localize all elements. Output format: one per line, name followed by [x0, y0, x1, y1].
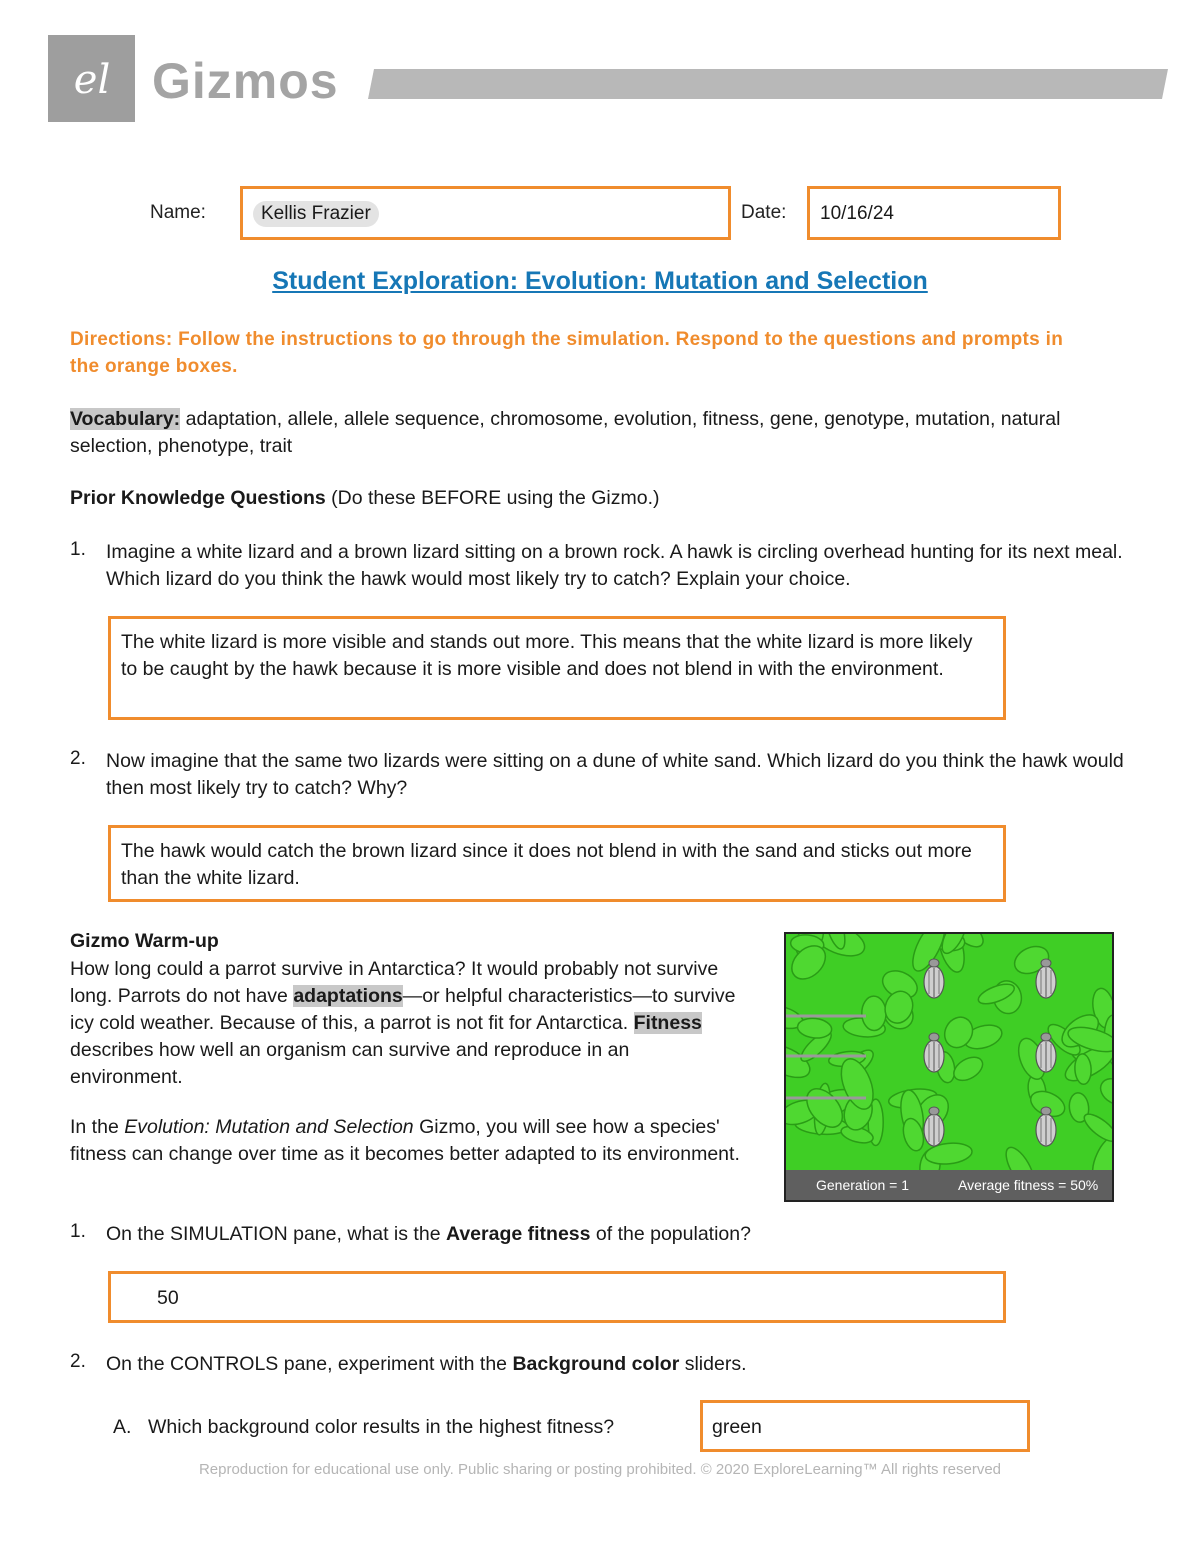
name-field[interactable]	[240, 186, 731, 240]
question-text: On the SIMULATION pane, what is the Average fitness of the population?	[106, 1223, 751, 1245]
date-label: Date:	[741, 202, 787, 223]
average-fitness-readout: Average fitness = 50%	[958, 1177, 1099, 1193]
date-value: 10/16/24	[820, 203, 894, 224]
page-title: Student Exploration: Evolution: Mutation and Selection	[272, 267, 928, 295]
prior-knowledge-title: Prior Knowledge Questions	[70, 487, 326, 509]
leaf-background	[786, 934, 1112, 1170]
answer-box[interactable]	[108, 1271, 1006, 1323]
warmup-paragraph-1: How long could a parrot survive in Antarctica? It would probably not survive long. Parrots do not have adaptations—or helpful characteristics—to survive icy cold weather. Because of this, a parrot is not fit for Antarctica. Fitness describes how well an organism can survive and reproduce in an environment.	[70, 958, 736, 1088]
answer-box[interactable]	[108, 616, 1006, 720]
answer-text: The hawk would catch the brown lizard since it does not blend in with the sand and sticks out more than the white lizard.	[121, 840, 972, 889]
name-value: Kellis Frazier	[253, 201, 379, 227]
answer-text: 50	[157, 1287, 179, 1309]
subquestion-label: A.	[113, 1416, 132, 1438]
vocabulary-paragraph	[70, 406, 1140, 460]
simulation-status-bar	[786, 1170, 1112, 1200]
prior-knowledge-heading	[70, 485, 1140, 512]
question-number: 1.	[70, 539, 86, 560]
vocabulary-list: adaptation, allele, allele sequence, chromosome, evolution, fitness, gene, genotype, mutation, natural selection, phenotype, trait	[70, 408, 1061, 457]
svg-text:el: el	[73, 57, 111, 103]
warmup-heading: Gizmo Warm-up	[70, 930, 219, 952]
directions-text: Directions: Follow the instructions to go through the simulation. Respond to the questions and prompts in the orange boxes.	[70, 329, 1064, 377]
prior-knowledge-note: (Do these BEFORE using the Gizmo.)	[325, 487, 660, 509]
term-fitness: Fitness	[633, 1012, 702, 1034]
logo-el-icon	[48, 35, 135, 122]
question-text: Imagine a white lizard and a brown lizard sitting on a brown rock. A hawk is circling overhead hunting for its next meal. Which lizard do you think the hawk would most likely try to catch? Explain your choice.	[106, 541, 1123, 590]
answer-box[interactable]	[700, 1400, 1030, 1452]
brand-name: Gizmos	[152, 53, 339, 109]
question-number: 2.	[70, 748, 86, 769]
term-adaptations: adaptations	[293, 985, 403, 1007]
explorelearning-logo	[48, 35, 135, 122]
warmup-paragraph-2: In the Evolution: Mutation and Selection Gizmo, you will see how a species' fitness can change over time as it becomes better adapted to its environment.	[70, 1116, 740, 1165]
name-label: Name:	[150, 202, 206, 223]
generation-readout: Generation = 1	[816, 1177, 910, 1193]
answer-box[interactable]	[108, 825, 1006, 902]
gizmo-name: Evolution: Mutation and Selection	[124, 1116, 414, 1138]
answer-text: green	[712, 1416, 762, 1438]
answer-text: The white lizard is more visible and stands out more. This means that the white lizard is more likely to be caught by the hawk because it is more visible and does not blend in with the environment.	[121, 631, 973, 680]
subquestion-text: Which background color results in the highest fitness?	[148, 1416, 615, 1438]
question-text: On the CONTROLS pane, experiment with the Background color sliders.	[106, 1353, 747, 1375]
footer-copyright: Reproduction for educational use only. Public sharing or posting prohibited. © 2020 ExploreLearning™ All rights reserved	[198, 1461, 1002, 1478]
header-decorative-bar	[368, 69, 1168, 99]
leaf	[862, 996, 887, 1031]
question-number: 2.	[70, 1351, 86, 1372]
simulation-screenshot	[784, 932, 1114, 1202]
question-text: Now imagine that the same two lizards were sitting on a dune of white sand. Which lizard do you think the hawk would then most likely try to catch? Why?	[106, 750, 1124, 799]
date-field[interactable]	[807, 186, 1061, 240]
vocabulary-label: Vocabulary:	[70, 408, 181, 430]
question-number: 1.	[70, 1221, 86, 1242]
